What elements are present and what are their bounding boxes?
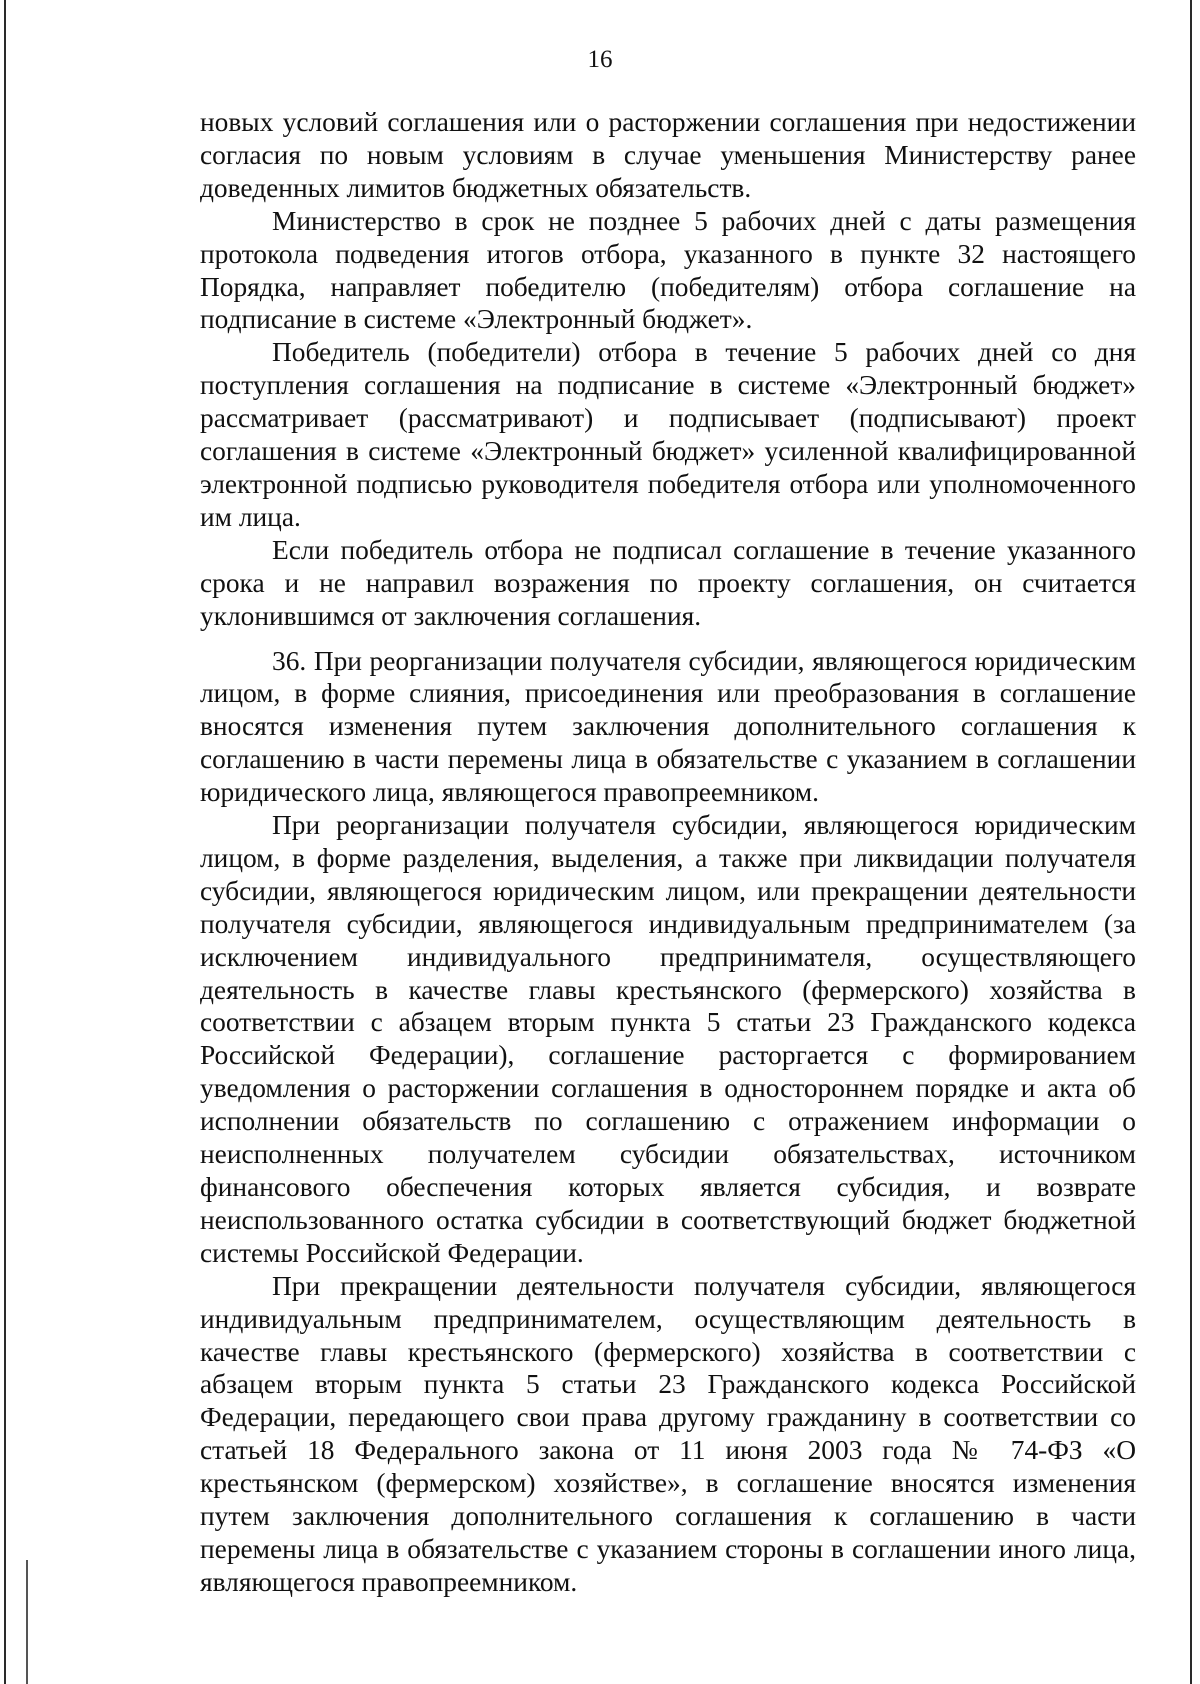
- scan-border-right: [1190, 0, 1192, 1684]
- paragraph-farm-termination: При прекращении деятельности получателя субсидии, являющегося индивидуальным предпринимателем, осуществляющим деятельность в качестве главы крестьянского (фермерского) хозяйства в соответствии с абзацем вторым пункта 5 статьи 23 Гражданского кодекса Российской Федерации, передающего свои права другому гражданину в соответствии со статьей 18 Федерального закона от 11 июня 2003 года № 74-ФЗ «О крестьянском (фермерском) хозяйстве», в соглашение вносятся изменения путем заключения дополнительного соглашения к соглашению в части перемены лица в обязательстве с указанием стороны в соглашении иного лица, являющегося правопреемником.: [200, 1270, 1136, 1597]
- paragraph-winner-evasion: Если победитель отбора не подписал соглашение в течение указанного срока и не направил возражения по проекту соглашения, он считается уклонившимся от заключения соглашения.: [200, 534, 1136, 631]
- scan-border-left: [4, 0, 6, 1684]
- paragraph-continuation: новых условий соглашения или о расторжении соглашения при недостижении согласия по новым условиям в случае уменьшения Министерству ранее доведенных лимитов бюджетных обязательств.: [200, 107, 1136, 203]
- document-body: [200, 106, 1136, 1599]
- page-number: 16: [587, 46, 613, 73]
- scan-border-left-inner: [26, 1560, 28, 1684]
- paragraph-item-36: 36. При реорганизации получателя субсидии, являющегося юридическим лицом, в форме слияния, присоединения или преобразования в соглашение вносятся изменения путем заключения дополнительного соглашения к соглашению в части перемены лица в обязательстве с указанием в соглашении юридического лица, являющегося правопреемником.: [200, 645, 1136, 808]
- paragraph-winner-signing: Победитель (победители) отбора в течение 5 рабочих дней со дня поступления соглашения на подписание в системе «Электронный бюджет» рассматривает (рассматривают) и подписывает (подписывают) проект соглашения в системе «Электронный бюджет» усиленной квалифицированной электронной подписью руководителя победителя отбора или уполномоченного им лица.: [200, 337, 1136, 532]
- paragraph-reorganization-division: При реорганизации получателя субсидии, являющегося юридическим лицом, в форме разделения, выделения, а также при ликвидации получателя субсидии, являющегося юридическим лицом, или прекращении деятельности получателя субсидии, являющегося индивидуальным предпринимателем (за исключением индивидуального предпринимателя, осуществляющего деятельность в качестве главы крестьянского (фермерского) хозяйства в соответствии с абзацем вторым пункта 5 статьи 23 Гражданского кодекса Российской Федерации), соглашение расторгается с формированием уведомления о расторжении соглашения в одностороннем порядке и акта об исполнении обязательств по соглашению с отражением информации о неисполненных получателем субсидии обязательствах, источником финансового обеспечения которых является субсидия, и возврате неиспользованного остатка субсидии в соответствующий бюджет бюджетной системы Российской Федерации.: [200, 810, 1136, 1268]
- paragraph-ministry-deadline: Министерство в срок не позднее 5 рабочих дней с даты размещения протокола подведения итогов отбора, указанного в пункте 32 настоящего Порядка, направляет победителю (победителям) отбора соглашение на подписание в системе «Электронный бюджет».: [200, 205, 1136, 335]
